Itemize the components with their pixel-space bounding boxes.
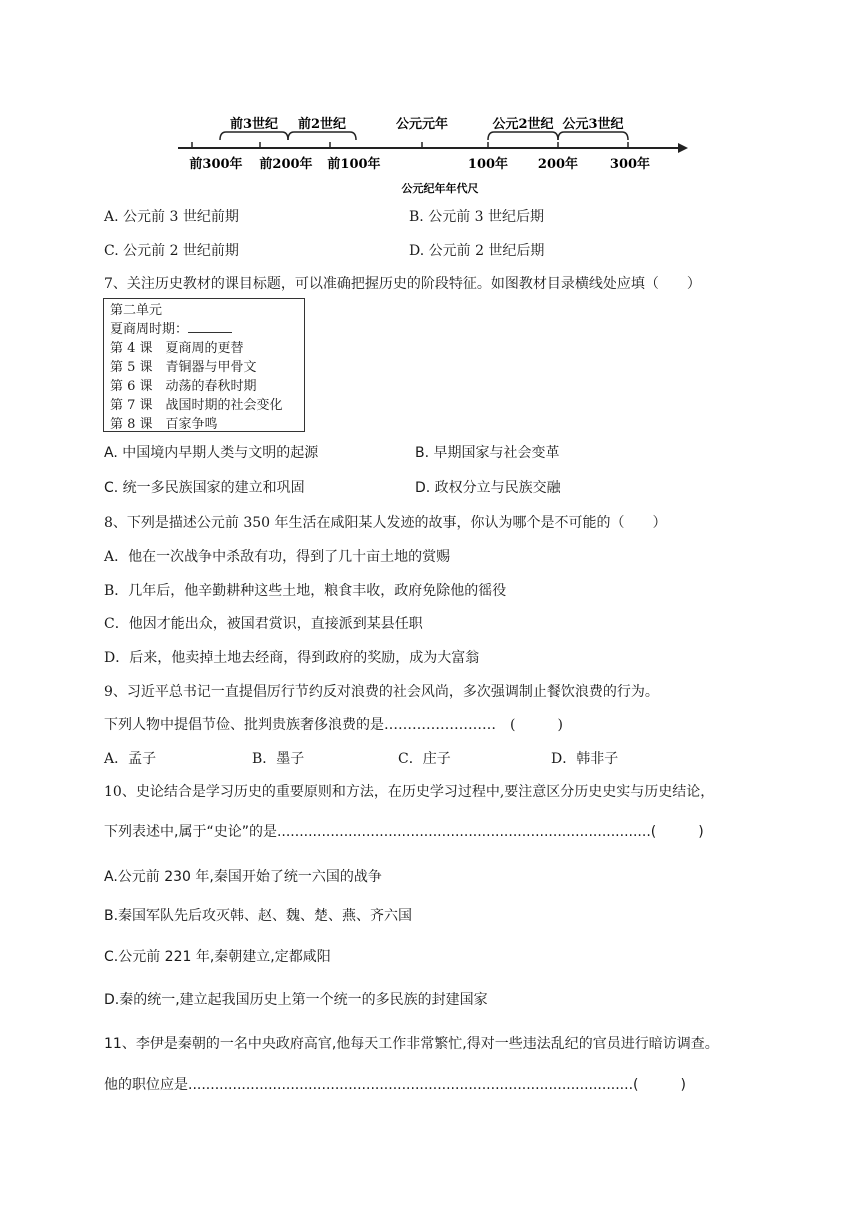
fill-blank (188, 320, 232, 333)
q7-option-d: D. 政权分立与民族交融 (415, 480, 561, 496)
q10-option-b: B.秦国军队先后攻灭韩、赵、魏、楚、燕、齐六国 (104, 908, 413, 924)
q6-option-b: B. 公元前 3 世纪后期 (409, 209, 544, 225)
q8-option-a: A．他在一次战争中杀敌有功，得到了几十亩土地的赏赐 (104, 549, 451, 565)
toc-lesson: 第 7 课 战国时期的社会变化 (110, 398, 283, 413)
century-label: 前3世纪 (229, 117, 279, 132)
q11-stem-line2: 他的职位应是....................................................................................................( ) (104, 1077, 686, 1093)
toc-unit: 第二单元 (110, 303, 163, 318)
tick-label: 前200年 (259, 157, 313, 172)
q10-stem-line2: 下列表述中,属于“史论”的是....................................................................................( ) (104, 824, 704, 840)
q6-option-c: C. 公元前 2 世纪前期 (104, 243, 239, 259)
q7-option-c: C. 统一多民族国家的建立和巩固 (104, 480, 305, 496)
timeline-figure (170, 110, 700, 200)
q10-option-d: D.秦的统一,建立起我国历史上第一个统一的多民族的封建国家 (104, 992, 488, 1008)
q10-option-c: C.公元前 221 年,秦朝建立,定都咸阳 (104, 949, 331, 965)
arrow-icon (678, 143, 688, 153)
textbook-toc (103, 298, 305, 432)
century-label: 前2世纪 (297, 117, 347, 132)
q8-option-b: B．几年后，他辛勤耕种这些土地，粮食丰收，政府免除他的徭役 (104, 583, 507, 599)
q9-option-a: A．孟子 (104, 751, 157, 767)
timeline-ruler (170, 110, 700, 200)
q10-stem-line1: 10、史论结合是学习历史的重要原则和方法，在历史学习过程中,要注意区分历史史实与历史结论， (104, 784, 715, 800)
q9-option-b: B．墨子 (252, 751, 305, 767)
century-label: 公元3世纪 (562, 117, 624, 132)
q6-option-a: A. 公元前 3 世纪前期 (104, 209, 239, 225)
q9-stem-line1: 9、习近平总书记一直提倡厉行节约反对浪费的社会风尚，多次强调制止餐饮浪费的行为。 (104, 684, 659, 700)
toc-lesson: 第 6 课 动荡的春秋时期 (110, 379, 257, 394)
toc-lesson: 第 5 课 青铜器与甲骨文 (110, 360, 257, 375)
tick-label: 300年 (609, 157, 651, 172)
q11-stem-line1: 11、李伊是秦朝的一名中央政府高官,他每天工作非常繁忙,得对一些违法乱纪的官员进行暗访调查。 (104, 1036, 719, 1052)
q9-stem-line2: 下列人物中提倡节俭、批判贵族奢侈浪费的是…………………… ( ) (104, 717, 563, 733)
toc-lesson: 第 8 课 百家争鸣 (110, 417, 218, 432)
tick-label: 前300年 (189, 157, 243, 172)
q6-option-d: D. 公元前 2 世纪后期 (409, 243, 545, 259)
q9-option-c: C．庄子 (398, 751, 451, 767)
q8-option-d: D．后来，他卖掉土地去经商，得到政府的奖励，成为大富翁 (104, 650, 480, 666)
q7-stem: 7、关注历史教材的课目标题，可以准确把握历史的阶段特征。如图教材目录横线处应填（ ） (104, 276, 701, 292)
toc-period: 夏商周时期： (110, 320, 304, 339)
q8-stem: 8、下列是描述公元前 350 年生活在咸阳某人发迹的故事，你认为哪个是不可能的（ ） (104, 515, 667, 531)
timeline-caption: 公元纪年年代尺 (401, 182, 479, 195)
q8-option-c: C．他因才能出众，被国君赏识，直接派到某县任职 (104, 616, 423, 632)
century-label: 公元元年 (395, 117, 449, 132)
century-label: 公元2世纪 (492, 117, 554, 132)
q7-option-b: B. 早期国家与社会变革 (415, 445, 560, 461)
q9-option-d: D．韩非子 (551, 751, 619, 767)
q10-option-a: A.公元前 230 年,秦国开始了统一六国的战争 (104, 869, 382, 885)
tick-label: 前100年 (327, 157, 381, 172)
tick-label: 100年 (467, 157, 509, 172)
q7-option-a: A. 中国境内早期人类与文明的起源 (104, 445, 319, 461)
toc-lesson: 第 4 课 夏商周的更替 (110, 341, 244, 356)
tick-label: 200年 (537, 157, 579, 172)
